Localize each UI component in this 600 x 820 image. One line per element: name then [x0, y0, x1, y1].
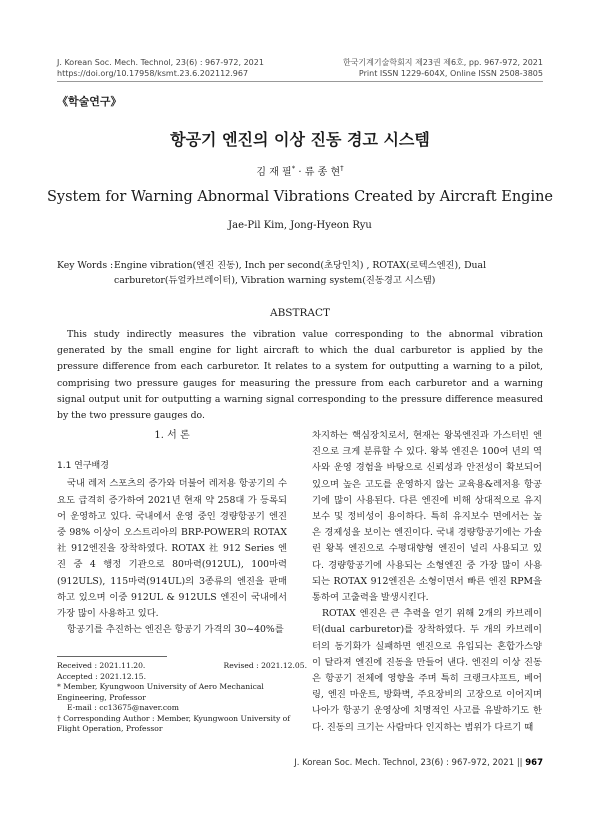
author-2: 류 종 현	[304, 167, 341, 178]
member-mark: *	[291, 164, 296, 173]
title-english: System for Warning Abnormal Vibrations Created by Aircraft Engine	[46, 189, 554, 205]
corresponding-mark: †	[340, 164, 344, 173]
keywords	[57, 258, 547, 288]
keywords-label: Key Words :	[57, 260, 114, 271]
subsection-heading: 1.1 연구배경	[57, 461, 109, 472]
accepted-date: Accepted : 2021.12.15.	[57, 671, 147, 681]
authors-english: Jae-Pil Kim, Jong-Hyeon Ryu	[228, 220, 372, 231]
footnote-rule	[57, 656, 167, 657]
body-paragraph: 차지하는 핵심장치로서, 현재는 왕복엔진과 가스터빈 엔진으로 크게 분류할 수 있다. 왕복 엔진은 100여 년의 역사와 운영 경험을 바탕으로 신뢰성과 안전성이 확보되어 있으며 높은 고도를 운영하지 않는 교육용&레저용 항공기에 많이 사용된다. 다른 엔진에 비해 상대적으로 유지보수 및 정비성이 용이하다. 특히 유지보수 면에서는 높은 경제성을 보이는 엔진이다. 국내 경량항공기에는 가솔린 왕복 엔진으로 수평대향형 엔진이 널리 사용되고 있다. 경량항공기에 사용되는 소형엔진 중 가장 많이 사용되는 ROTAX 912엔진은 소형이면서 빠른 엔진 RPM을 통하여 고출력을 발생시킨다.	[312, 430, 542, 604]
footnotes	[57, 661, 307, 735]
abstract-text: This study indirectly measures the vibration value corresponding to the abnormal vibration generated by the small engine for light aircraft to which the dual carburetor is applied by the pressure difference from each carburetor. It relates to a system for outputting a warning to a pilot, comprising two pressure gauges for measuring the pressure from each carburetor and a warning signal output unit for outputting a warning signal corresponding to the pressure difference measured by the two pressure gauges do.	[57, 329, 543, 422]
abstract-heading: ABSTRACT	[269, 307, 331, 319]
author-separator: ·	[295, 167, 305, 178]
authors-korean	[0, 163, 600, 178]
author-1: 김 재 필	[256, 167, 292, 178]
received-date: Received : 2021.11.20.	[57, 661, 146, 670]
dates-row	[57, 661, 307, 672]
journal-ref-ko: 한국기계기술학회지 제23권 제6호, pp. 967-972, 2021	[342, 58, 543, 67]
body-paragraph: ROTAX 엔진은 큰 추력을 얻기 위해 2개의 카브레이터(dual carburetor)를 장착하였다. 두 개의 카브레이터의 동기화가 실패하면 엔진으로 유입되는 혼합가스양이 달라져 엔진에 진동을 만들어 낸다. 엔진의 이상 진동은 항공기 전체에 영향을 주며 특히 크랭크샤프트, 베어링, 엔진 마운트, 방화벽, 주요장비의 고장으로 이어지며 나아가 항공기 운영상에 치명적인 사고를 유발하기도 한다. 진동의 크기는 사람마다 인지하는 범위가 다르기 때	[312, 608, 542, 733]
body-column-left	[57, 428, 287, 638]
journal-citation	[57, 57, 264, 79]
body-paragraph: 국내 레저 스포츠의 증가와 더불어 레저용 항공기의 수요도 급격히 증가하여 2021년 현재 약 258대 가 등록되어 운영하고 있다. 국내에서 운영 중인 경량항공기 엔진 중 98% 이상이 오스트리아의 BRP-POWER의 ROTAX 社 912엔진을 장착하였다. ROTAX 社 912 Series 엔진 중 4 행정 기관으로 80마력(912UL), 100마력(912ULS), 115마력(914UL)의 3종류의 엔진을 판매하고 있으며 이중 912UL & 912ULS 엔진이 국내에서 가장 많이 사용하고 있다.	[57, 478, 287, 620]
member-affiliation: * Member, Kyungwoon University of Aero Mechanical Engineering, Professor	[57, 682, 264, 702]
journal-info-ko	[343, 57, 543, 79]
title-korean: 항공기 엔진의 이상 진동 경고 시스템	[170, 130, 430, 149]
corresponding-author: † Corresponding Author : Member, Kyungwoon University of Flight Operation, Professor	[57, 713, 291, 733]
header-rule	[57, 81, 543, 82]
page-number: 967	[525, 758, 543, 768]
revised-date: Revised : 2021.12.05.	[223, 661, 307, 670]
keywords-list: Engine vibration(엔진 진동), Inch per second(초당인치) , ROTAX(로텍스엔진), Dual carburetor(듀얼카브레이터), Vibration warning system(진동경고 시스템)	[114, 260, 487, 286]
author-email[interactable]: E-mail : cc13675@naver.com	[67, 703, 179, 712]
doi-link[interactable]: https://doi.org/10.17958/ksmt.23.6.202112.967	[57, 69, 249, 78]
footer-citation: J. Korean Soc. Mech. Technol, 23(6) : 967-972, 2021 ||	[294, 758, 523, 768]
body-paragraph: 항공기를 추진하는 엔진은 항공기 가격의 30~40%를	[67, 624, 284, 636]
issn: Print ISSN 1229-604X, Online ISSN 2508-3805	[358, 69, 543, 78]
section-label: 《학술연구》	[57, 95, 122, 108]
section-heading: 1. 서 론	[154, 430, 190, 441]
journal-ref: J. Korean Soc. Mech. Technol, 23(6) : 967-972, 2021	[57, 58, 264, 67]
page-footer	[294, 758, 543, 768]
body-column-right	[312, 428, 542, 736]
